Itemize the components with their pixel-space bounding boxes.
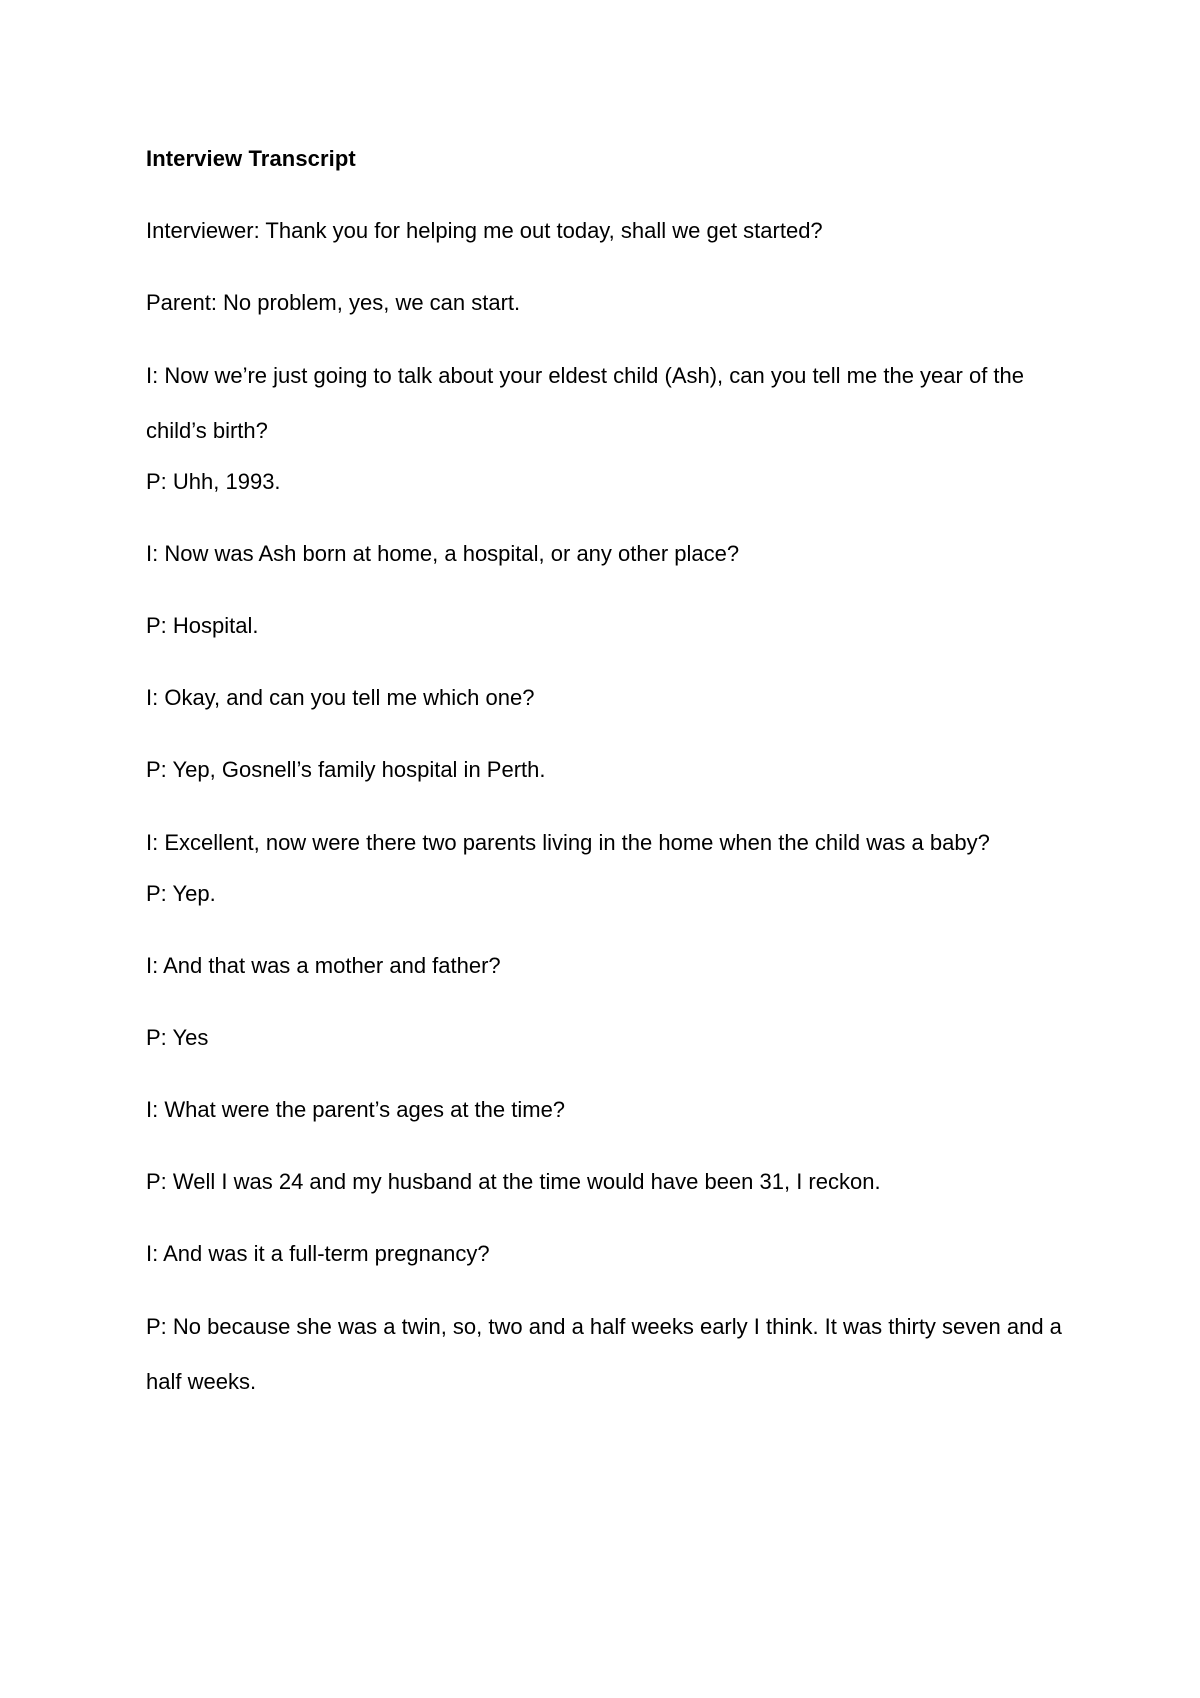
transcript-line: P: Uhh, 1993. <box>146 469 281 494</box>
document-body <box>146 142 1066 1416</box>
transcript-line: Interviewer: Thank you for helping me out today, shall we get started? <box>146 218 823 243</box>
transcript-line: P: Hospital. <box>146 613 259 638</box>
transcript-line: I: Now was Ash born at home, a hospital, or any other place? <box>146 541 740 566</box>
transcript-line: P: Yes <box>146 1025 209 1050</box>
transcript-line: Parent: No problem, yes, we can start. <box>146 290 521 315</box>
transcript-line: P: No because she was a twin, so, two and a half weeks early I think. It was thirty seven and a half weeks. <box>146 1314 1062 1394</box>
transcript-line: P: Well I was 24 and my husband at the time would have been 31, I reckon. <box>146 1169 881 1194</box>
transcript-line: I: Excellent, now were there two parents living in the home when the child was a baby? <box>146 830 990 855</box>
transcript-line: I: Now we’re just going to talk about your eldest child (Ash), can you tell me the year of the child’s birth? <box>146 363 1025 443</box>
transcript-line: I: And that was a mother and father? <box>146 953 501 978</box>
transcript-line: P: Yep, Gosnell’s family hospital in Perth. <box>146 757 546 782</box>
transcript-line: I: And was it a full-term pregnancy? <box>146 1241 490 1266</box>
transcript-line: I: Okay, and can you tell me which one? <box>146 685 535 710</box>
transcript-line: P: Yep. <box>146 881 216 906</box>
transcript-line: I: What were the parent’s ages at the time? <box>146 1097 566 1122</box>
document-title: Interview Transcript <box>146 146 356 171</box>
